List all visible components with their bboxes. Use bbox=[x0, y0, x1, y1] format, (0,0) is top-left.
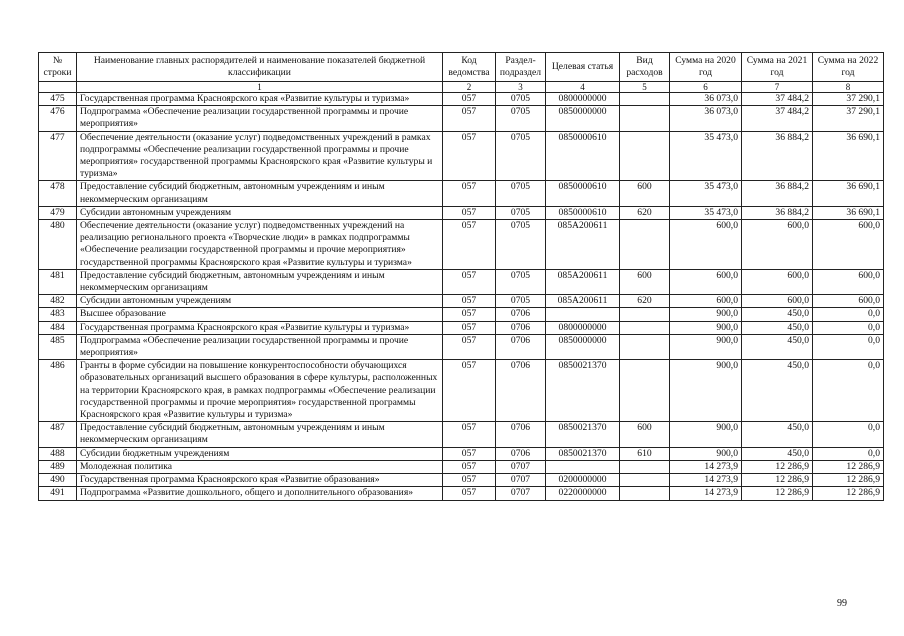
row-section: 0707 bbox=[496, 460, 546, 473]
column-number: 4 bbox=[546, 82, 620, 93]
row-number: 477 bbox=[39, 131, 77, 181]
row-sum-2022: 0,0 bbox=[813, 422, 884, 447]
row-dept-code: 057 bbox=[443, 220, 496, 270]
row-name: Обеспечение деятельности (оказание услуг) подведомственных учреждений в рамках подпрограммы «Обеспечение реализации государственной программы и прочие мероприятия» государственной программы Красноярского края «Развитие культуры и туризма» bbox=[77, 131, 443, 181]
row-sum-2022: 0,0 bbox=[813, 321, 884, 334]
column-number: 7 bbox=[742, 82, 813, 93]
row-sum-2020: 14 273,9 bbox=[670, 460, 742, 473]
table-row bbox=[39, 474, 884, 487]
row-name: Субсидии автономным учреждениям bbox=[77, 295, 443, 308]
row-name: Подпрограмма «Обеспечение реализации государственной программы и прочие мероприятия» bbox=[77, 106, 443, 131]
row-sum-2021: 450,0 bbox=[742, 321, 813, 334]
row-target-article bbox=[546, 308, 620, 321]
row-sum-2022: 600,0 bbox=[813, 220, 884, 270]
row-expense-type: 600 bbox=[620, 269, 670, 294]
row-sum-2021: 12 286,9 bbox=[742, 474, 813, 487]
row-target-article: 0850000610 bbox=[546, 131, 620, 181]
header-row bbox=[39, 53, 884, 82]
table-row bbox=[39, 181, 884, 206]
header-expense-type: Вид расходов bbox=[620, 53, 670, 82]
row-sum-2020: 600,0 bbox=[670, 295, 742, 308]
row-sum-2021: 37 484,2 bbox=[742, 106, 813, 131]
row-target-article: 0850021370 bbox=[546, 447, 620, 460]
row-sum-2020: 35 473,0 bbox=[670, 131, 742, 181]
row-sum-2021: 450,0 bbox=[742, 334, 813, 359]
row-expense-type: 620 bbox=[620, 206, 670, 219]
row-number: 475 bbox=[39, 93, 77, 106]
column-number bbox=[39, 82, 77, 93]
row-dept-code: 057 bbox=[443, 93, 496, 106]
table-row bbox=[39, 422, 884, 447]
page-number: 99 bbox=[837, 598, 847, 609]
row-target-article: 0850000000 bbox=[546, 334, 620, 359]
row-expense-type bbox=[620, 93, 670, 106]
row-dept-code: 057 bbox=[443, 206, 496, 219]
row-dept-code: 057 bbox=[443, 474, 496, 487]
row-sum-2020: 600,0 bbox=[670, 269, 742, 294]
row-sum-2021: 600,0 bbox=[742, 220, 813, 270]
row-sum-2022: 36 690,1 bbox=[813, 181, 884, 206]
row-sum-2021: 36 884,2 bbox=[742, 206, 813, 219]
row-name: Государственная программа Красноярского края «Развитие культуры и туризма» bbox=[77, 321, 443, 334]
header-sum-2022: Сумма на 2022 год bbox=[813, 53, 884, 82]
row-number: 489 bbox=[39, 460, 77, 473]
header-sum-2020: Сумма на 2020 год bbox=[670, 53, 742, 82]
row-dept-code: 057 bbox=[443, 360, 496, 422]
row-sum-2021: 600,0 bbox=[742, 295, 813, 308]
row-number: 485 bbox=[39, 334, 77, 359]
row-target-article: 0850021370 bbox=[546, 360, 620, 422]
row-sum-2020: 36 073,0 bbox=[670, 93, 742, 106]
row-sum-2021: 36 884,2 bbox=[742, 181, 813, 206]
row-sum-2021: 450,0 bbox=[742, 422, 813, 447]
row-expense-type bbox=[620, 220, 670, 270]
row-sum-2020: 14 273,9 bbox=[670, 487, 742, 500]
row-name: Гранты в форме субсидии на повышение конкурентоспособности обучающихся образовательных организаций высшего образования в сфере культуры, расположенных на территории Красноярского края, в рамках подпрограммы «Обеспечение реализации государственной программы и прочие мероприятия» государственной программы Красноярского края «Развитие культуры и туризма» bbox=[77, 360, 443, 422]
row-dept-code: 057 bbox=[443, 334, 496, 359]
row-dept-code: 057 bbox=[443, 422, 496, 447]
column-number: 8 bbox=[813, 82, 884, 93]
row-sum-2022: 0,0 bbox=[813, 308, 884, 321]
row-expense-type: 610 bbox=[620, 447, 670, 460]
row-expense-type bbox=[620, 360, 670, 422]
table-row bbox=[39, 321, 884, 334]
row-expense-type: 600 bbox=[620, 422, 670, 447]
row-section: 0705 bbox=[496, 131, 546, 181]
row-sum-2020: 35 473,0 bbox=[670, 206, 742, 219]
row-number: 490 bbox=[39, 474, 77, 487]
row-expense-type bbox=[620, 106, 670, 131]
row-dept-code: 057 bbox=[443, 181, 496, 206]
row-target-article: 0850021370 bbox=[546, 422, 620, 447]
row-sum-2021: 450,0 bbox=[742, 360, 813, 422]
row-number: 484 bbox=[39, 321, 77, 334]
table-row bbox=[39, 206, 884, 219]
row-sum-2020: 900,0 bbox=[670, 334, 742, 359]
row-number: 478 bbox=[39, 181, 77, 206]
row-target-article: 085A200611 bbox=[546, 295, 620, 308]
row-sum-2022: 0,0 bbox=[813, 360, 884, 422]
table-row bbox=[39, 269, 884, 294]
row-target-article: 085A200611 bbox=[546, 269, 620, 294]
row-sum-2020: 900,0 bbox=[670, 360, 742, 422]
row-sum-2022: 12 286,9 bbox=[813, 487, 884, 500]
header-target-article: Целевая статья bbox=[546, 53, 620, 82]
row-target-article: 085A200611 bbox=[546, 220, 620, 270]
row-dept-code: 057 bbox=[443, 487, 496, 500]
row-sum-2022: 36 690,1 bbox=[813, 131, 884, 181]
row-number: 476 bbox=[39, 106, 77, 131]
row-sum-2020: 900,0 bbox=[670, 447, 742, 460]
table-row bbox=[39, 334, 884, 359]
column-number-row bbox=[39, 82, 884, 93]
row-expense-type: 620 bbox=[620, 295, 670, 308]
table-row bbox=[39, 487, 884, 500]
row-sum-2020: 900,0 bbox=[670, 308, 742, 321]
row-section: 0707 bbox=[496, 487, 546, 500]
row-section: 0706 bbox=[496, 447, 546, 460]
row-section: 0705 bbox=[496, 269, 546, 294]
row-section: 0705 bbox=[496, 220, 546, 270]
row-name: Подпрограмма «Обеспечение реализации государственной программы и прочие мероприятия» bbox=[77, 334, 443, 359]
budget-sheet bbox=[38, 52, 883, 501]
row-dept-code: 057 bbox=[443, 269, 496, 294]
table-row bbox=[39, 93, 884, 106]
row-section: 0706 bbox=[496, 321, 546, 334]
row-sum-2022: 600,0 bbox=[813, 295, 884, 308]
row-number: 480 bbox=[39, 220, 77, 270]
row-sum-2022: 12 286,9 bbox=[813, 474, 884, 487]
table-row bbox=[39, 447, 884, 460]
header-name: Наименование главных распорядителей и наименование показателей бюджетной классификации bbox=[77, 53, 443, 82]
row-name: Подпрограмма «Развитие дошкольного, общего и дополнительного образования» bbox=[77, 487, 443, 500]
row-section: 0706 bbox=[496, 334, 546, 359]
column-number: 5 bbox=[620, 82, 670, 93]
row-number: 487 bbox=[39, 422, 77, 447]
row-dept-code: 057 bbox=[443, 321, 496, 334]
row-sum-2020: 600,0 bbox=[670, 220, 742, 270]
table-row bbox=[39, 308, 884, 321]
row-name: Субсидии бюджетным учреждениям bbox=[77, 447, 443, 460]
row-target-article: 0850000610 bbox=[546, 181, 620, 206]
row-name: Субсидии автономным учреждениям bbox=[77, 206, 443, 219]
row-name: Обеспечение деятельности (оказание услуг) подведомственных учреждений на реализацию регионального проекта «Творческие люди» в рамках подпрограммы «Обеспечение реализации государственной программы и прочие мероприятия» государственной программы Красноярского края «Развитие культуры и туризма» bbox=[77, 220, 443, 270]
row-number: 486 bbox=[39, 360, 77, 422]
row-section: 0706 bbox=[496, 422, 546, 447]
table-row bbox=[39, 360, 884, 422]
row-sum-2022: 37 290,1 bbox=[813, 93, 884, 106]
row-number: 488 bbox=[39, 447, 77, 460]
row-sum-2022: 36 690,1 bbox=[813, 206, 884, 219]
column-number: 3 bbox=[496, 82, 546, 93]
row-section: 0706 bbox=[496, 308, 546, 321]
row-number: 491 bbox=[39, 487, 77, 500]
row-sum-2020: 900,0 bbox=[670, 321, 742, 334]
row-name: Молодежная политика bbox=[77, 460, 443, 473]
row-section: 0705 bbox=[496, 206, 546, 219]
row-number: 482 bbox=[39, 295, 77, 308]
table-body bbox=[39, 93, 884, 501]
row-name: Предоставление субсидий бюджетным, автономным учреждениям и иным некоммерческим организациям bbox=[77, 181, 443, 206]
header-section: Раздел-подраздел bbox=[496, 53, 546, 82]
row-target-article: 0800000000 bbox=[546, 321, 620, 334]
table-row bbox=[39, 131, 884, 181]
budget-table bbox=[38, 52, 884, 501]
row-name: Предоставление субсидий бюджетным, автономным учреждениям и иным некоммерческим организациям bbox=[77, 269, 443, 294]
row-number: 483 bbox=[39, 308, 77, 321]
column-number: 2 bbox=[443, 82, 496, 93]
row-sum-2020: 900,0 bbox=[670, 422, 742, 447]
header-sum-2021: Сумма на 2021 год bbox=[742, 53, 813, 82]
header-dept-code: Код ведомства bbox=[443, 53, 496, 82]
row-section: 0706 bbox=[496, 360, 546, 422]
row-expense-type bbox=[620, 334, 670, 359]
table-row bbox=[39, 460, 884, 473]
row-dept-code: 057 bbox=[443, 308, 496, 321]
row-dept-code: 057 bbox=[443, 447, 496, 460]
row-sum-2022: 0,0 bbox=[813, 447, 884, 460]
row-expense-type bbox=[620, 321, 670, 334]
row-name: Государственная программа Красноярского края «Развитие культуры и туризма» bbox=[77, 93, 443, 106]
row-expense-type: 600 bbox=[620, 181, 670, 206]
row-dept-code: 057 bbox=[443, 131, 496, 181]
row-dept-code: 057 bbox=[443, 460, 496, 473]
row-sum-2021: 450,0 bbox=[742, 447, 813, 460]
row-sum-2021: 450,0 bbox=[742, 308, 813, 321]
row-section: 0705 bbox=[496, 106, 546, 131]
row-sum-2021: 12 286,9 bbox=[742, 460, 813, 473]
row-number: 479 bbox=[39, 206, 77, 219]
row-target-article: 0220000000 bbox=[546, 487, 620, 500]
row-sum-2021: 600,0 bbox=[742, 269, 813, 294]
row-sum-2021: 12 286,9 bbox=[742, 487, 813, 500]
row-target-article: 0200000000 bbox=[546, 474, 620, 487]
row-target-article: 0850000610 bbox=[546, 206, 620, 219]
table-row bbox=[39, 220, 884, 270]
header-row-no: № строки bbox=[39, 53, 77, 82]
column-number: 1 bbox=[77, 82, 443, 93]
row-dept-code: 057 bbox=[443, 295, 496, 308]
row-expense-type bbox=[620, 308, 670, 321]
row-sum-2020: 36 073,0 bbox=[670, 106, 742, 131]
row-name: Государственная программа Красноярского края «Развитие образования» bbox=[77, 474, 443, 487]
table-row bbox=[39, 106, 884, 131]
row-section: 0707 bbox=[496, 474, 546, 487]
row-target-article: 0850000000 bbox=[546, 106, 620, 131]
row-name: Предоставление субсидий бюджетным, автономным учреждениям и иным некоммерческим организациям bbox=[77, 422, 443, 447]
table-row bbox=[39, 295, 884, 308]
row-expense-type bbox=[620, 487, 670, 500]
row-sum-2020: 14 273,9 bbox=[670, 474, 742, 487]
row-expense-type bbox=[620, 474, 670, 487]
row-sum-2020: 35 473,0 bbox=[670, 181, 742, 206]
row-section: 0705 bbox=[496, 295, 546, 308]
row-sum-2022: 37 290,1 bbox=[813, 106, 884, 131]
row-name: Высшее образование bbox=[77, 308, 443, 321]
row-sum-2021: 37 484,2 bbox=[742, 93, 813, 106]
row-target-article: 0800000000 bbox=[546, 93, 620, 106]
row-target-article bbox=[546, 460, 620, 473]
row-expense-type bbox=[620, 131, 670, 181]
row-sum-2022: 12 286,9 bbox=[813, 460, 884, 473]
row-number: 481 bbox=[39, 269, 77, 294]
row-sum-2022: 0,0 bbox=[813, 334, 884, 359]
column-number: 6 bbox=[670, 82, 742, 93]
row-section: 0705 bbox=[496, 93, 546, 106]
row-sum-2021: 36 884,2 bbox=[742, 131, 813, 181]
row-section: 0705 bbox=[496, 181, 546, 206]
row-expense-type bbox=[620, 460, 670, 473]
row-sum-2022: 600,0 bbox=[813, 269, 884, 294]
row-dept-code: 057 bbox=[443, 106, 496, 131]
